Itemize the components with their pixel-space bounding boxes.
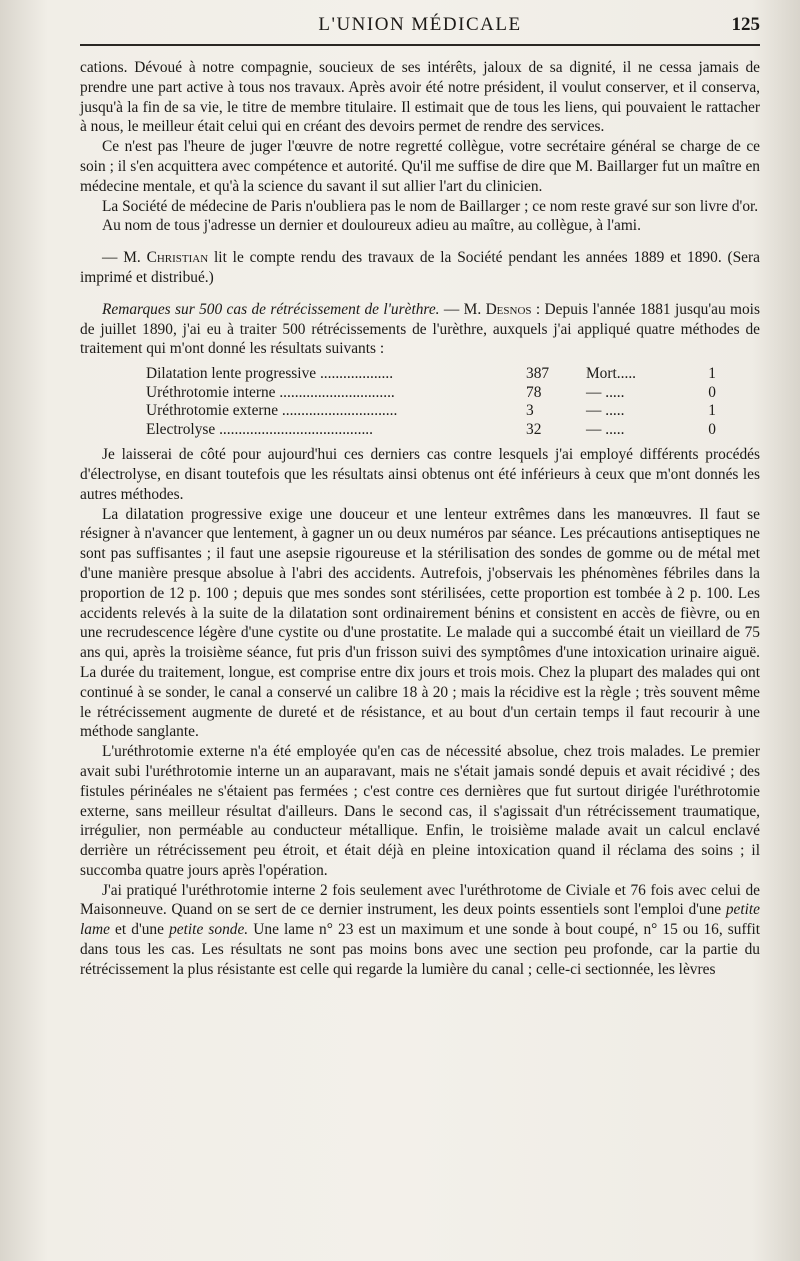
method-name: Uréthrotomie externe .............................. [146,402,398,420]
paragraph-7: Je laisserai de côté pour aujourd'hui ces derniers cas contre lesquels j'ai employé différents procédés d'électrolyse, en disant toutefois que les résultats ainsi obtenus ont été inférieurs à ceux que m'ont donnés les autres méthodes. [80,446,760,503]
case-count: 78 [526,383,542,401]
paragraph-5-text: lit le compte rendu des travaux de la Société pendant les années 1889 et 1890. (Sera imprimé et distribué.) [80,249,760,286]
method-name: Electrolyse ........................................ [146,420,373,438]
section-title: Remarques sur 500 cas de rétrécissement de l'urèthre. [102,300,440,318]
paragraph-10-text-2: et d'une [115,921,164,939]
method-name: Uréthrotomie interne .............................. [146,383,395,401]
case-count: 32 [526,420,542,438]
paragraph-10-text-1: J'ai pratiqué l'uréthrotomie interne 2 fois seulement avec l'uréthrotome de Civiale et 76 fois avec celui de Maisonneuve. Quand on se sert de ce dernier instrument, les deux points essentiels sont l'emploi d'une [80,881,760,919]
page-number: 125 [731,14,760,35]
paragraph-9: L'uréthrotomie externe n'a été employée qu'en cas de nécessité absolue, chez trois malades. Le premier avait subi l'uréthrotomie interne un an auparavant, mais ne s'était jamais sondé depuis et avait récidivé ; des fistules périnéales ne s'étaient pas fermées ; c'est contre ces dernières que fut surtout dirigée l'uréthrotomie externe, sans meilleur résultat d'ailleurs. Dans le second cas, il s'agissait d'un rétrécissement traumatique, irrégulier, non perméable au conducteur métallique. Enfin, le troisième malade avait un calcul enclavé derrière un rétrécissement peu étroit, et était déjà en pleine intoxication quand il réclama des soins ; il succomba quatre jours après l'opération. [80,743,760,879]
mort-label: — ..... [586,420,625,438]
section-gap [80,236,760,248]
speaker-name: Desnos [485,300,532,318]
death-count: 0 [708,420,716,438]
mort-label: — ..... [586,383,625,401]
section-gap [80,288,760,300]
case-count: 3 [526,402,534,420]
mort-label: Mort..... [586,365,637,383]
paragraph-3: La Société de médecine de Paris n'oubliera pas le nom de Baillarger ; ce nom reste gravé sur son livre d'or. [102,197,759,215]
italic-term: petite lame [80,901,760,939]
paragraph-4: Au nom de tous j'adresse un dernier et douloureux adieu au maître, au collègue, à l'ami. [102,217,641,235]
page-body [80,58,760,980]
speaker-dash: — M. [443,300,482,318]
paragraph-1: cations. Dévoué à notre compagnie, soucieux de ses intérêts, jaloux de sa dignité, il ne cessa jamais de prendre une part active à tous nos travaux. Après avoir été notre président, il voulut conserver, et il conserva, jusqu'à la fin de sa vie, le titre de membre titulaire. Il estimait que de tous les liens, qui pouvaient le rattacher à nous, le meilleur était celui qui en créant des devoirs permet de rendre des services. [80,59,760,136]
death-count: 0 [708,383,716,401]
journal-title: L'UNION MÉDICALE [318,14,522,35]
paragraph-2: Ce n'est pas l'heure de juger l'œuvre de notre regretté collègue, votre secrétaire général se charge de ce soin ; il s'en acquittera avec compétence et autorité. Qu'il me suffise de dire que M. Baillarger fut un maître en médecine mentale, et qu'à la science du savant il sut allier l'art du clinicien. [80,138,760,195]
table-row [146,365,716,384]
paragraph-5 [80,248,760,288]
paragraph-10-text-3: Une lame n° 23 est un maximum et une sonde à bout coupé, n° 15 ou 16, suffit dans tous les cas. Les résultats ne sont pas moins bons avec une section peu profonde, car la partie du rétrécissement la plus résistante est celle qui regarde la lumière du canal ; celle-ci sectionnée, les lèvres [80,921,760,978]
case-count: 387 [526,365,550,383]
table-row [146,402,716,421]
italic-term: petite sonde. [169,921,249,939]
mort-label: — ..... [586,402,625,420]
paragraph-6-text: : Depuis l'année 1881 jusqu'au mois de juillet 1890, j'ai eu à traiter 500 rétrécissements de l'urèthre, auxquels j'ai appliqué quatre méthodes de traitement qui m'ont donné les résultats suivants : [80,300,760,358]
table-row [146,384,716,403]
header-rule [80,44,760,46]
paragraph-10 [80,881,760,980]
speaker-name: Christian [146,249,209,267]
method-name: Dilatation lente progressive ................... [146,365,394,383]
paragraph-6 [80,300,760,359]
table-row [146,421,716,440]
death-count: 1 [708,365,716,383]
page-header [80,14,760,44]
paragraph-8: La dilatation progressive exige une douceur et une lenteur extrêmes dans les manœuvres. Il faut se résigner à n'avancer que lentement, à gagner un ou deux numéros par séance. Les précautions antiseptiques ne sont pas suffisantes ; il faut une asepsie rigoureuse et la stérilisation des sondes de gomme ou de métal met d'une manière presque absolue à l'abri des accidents. Autrefois, j'observais les phénomènes fébriles dans la proportion de 12 p. 100 ; depuis que mes sondes sont stérilisées, cette proportion est tombée à 2 p. 100. Les accidents relevés à la suite de la dilatation sont ordinairement bénins et consistent en accès de fièvre, ou en une recrudescence légère d'une cystite ou d'une prostatite. Le malade qui a succombé était un vieillard de 75 ans qui, après la troisième séance, fut pris d'un frisson suivi des symptômes d'une intoxication urinaire aiguë. La durée du traitement, longue, est comprise entre dix jours et trois mois. Chez la plupart des malades qui ont continué à se sonder, le canal a conservé un calibre 18 à 20 ; mais la récidive est la règle ; très souvent même le rétrécissement augmente de dureté et de résistance, et au bout d'un certain temps il faut recourir à une méthode sanglante. [80,505,760,741]
death-count: 1 [708,402,716,420]
results-table [146,365,716,439]
dash: — M. [102,249,141,267]
